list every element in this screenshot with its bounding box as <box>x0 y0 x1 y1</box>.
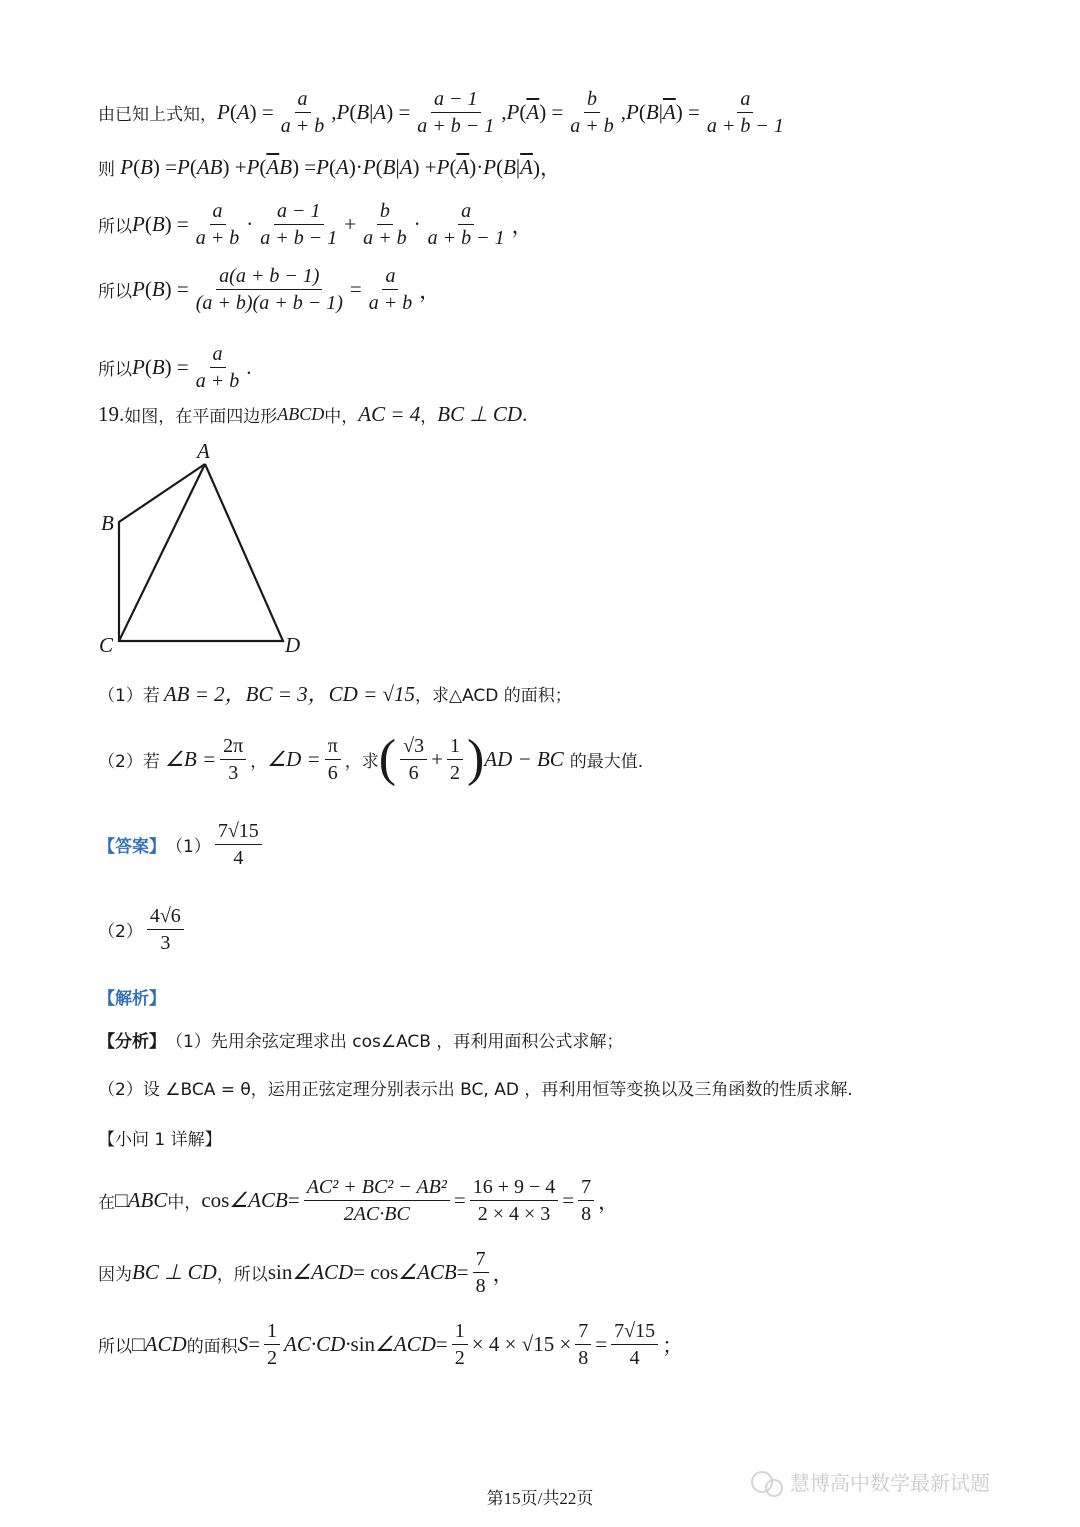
answer-p1-fraction: $\frac{7√15}{4}$ <box>215 820 262 869</box>
fraction: $\frac{a}{a + b - 1}$ <box>706 88 784 137</box>
page-footer: 第15页/共22页 <box>486 1489 594 1508</box>
solution-line-2: 因为 BC ⊥ CD ，所以 sin ∠ACD = cos ∠ACB = $\frac{7}{8}$ ， <box>98 1248 514 1297</box>
analysis-text-1: （1）先用余弦定理求出 cos∠ACB ，再利用面积公式求解； <box>166 1032 624 1052</box>
then-text: 则 <box>98 159 115 180</box>
answer-part-1 <box>98 820 266 869</box>
solution-line-3: 所以 □ACD 的面积 S = $\frac{1}{2}$ AC·CD· sin ∠ACD = $\frac{1}{2}$ × 4 × √15 × $\frac{7}{8}$ = $\frac{7√15}{4}$ ； <box>98 1320 684 1369</box>
watermark-text: 慧博高中数学最新试题 <box>790 1471 990 1495</box>
quadrilateral-figure <box>95 436 315 658</box>
part2-label: （2）若 <box>98 751 160 772</box>
part1-conditions: AB = 2，BC = 3，CD = √15 <box>163 682 416 706</box>
question-part-2: （2）若 ∠B = $\frac{2\pi}{3}$ ， ∠D = $\frac{\pi}{6}$ ，求 ( $\frac{√3}{6}$ + $\frac{1}{2}$ ) AD − BC 的最大值. <box>98 730 644 787</box>
fraction: $\frac{b}{a + b}$ <box>570 88 614 137</box>
label-c: C <box>99 633 114 657</box>
analysis-text-2: （2）设 ∠BCA = θ，运用正弦定理分别表示出 BC, AD ，再利用恒等变换以及三角函数的性质求解. <box>98 1080 853 1100</box>
s1-triangle: □ABC <box>115 1188 168 1212</box>
fraction: $\frac{a - 1}{a + b - 1}$ <box>417 88 495 137</box>
so-text: 所以 <box>98 360 132 380</box>
answer-p1-label: （1） <box>166 837 211 857</box>
fenxi-tag: 【分析】 <box>98 1032 166 1052</box>
question-19-stem: 19. 如图，在平面四边形 ABCD 中， AC = 4 ， BC ⊥ CD . <box>98 402 528 427</box>
answer-p2-label: （2） <box>98 922 143 942</box>
s2-pre: 因为 <box>98 1265 132 1285</box>
solution-line-1: 在 □ABC 中， cos ∠ACB = $\frac{\text{AC² + BC² − AB²}}{2AC\cdot BC}$ = $\frac{16 + 9 - 4}{2 \times 4 \times 3}$ = $\frac{7}{8}$ ， <box>98 1176 620 1225</box>
analysis-tag-line <box>98 984 166 1009</box>
label-a: A <box>197 439 210 463</box>
quadrilateral-outline <box>119 464 283 641</box>
label-b: B <box>101 511 114 535</box>
question-part-1 <box>98 678 572 708</box>
diagonal-ac <box>119 464 205 641</box>
probability-line-3: 所以 P ( B ) = $\frac{a}{a + b}$ · $\frac{a - 1}{a + b - 1}$ + $\frac{b}{a + b}$ · $\frac{a}{a + b - 1}$ ， <box>98 200 533 249</box>
s3-mid: 的面积 <box>186 1337 238 1357</box>
answer-p2-fraction: $\frac{4√6}{3}$ <box>147 905 184 954</box>
analysis-line-2 <box>98 1075 853 1100</box>
part1-label: （1）若 <box>98 685 160 706</box>
probability-line-1: 由已知上式知， P ( A ) = $\frac{a}{a + b}$ , P ( B | A ) = $\frac{a - 1}{a + b - 1}$ , P ( $\overline{A}$ ) = $\frac{b}{a + b}$ , P ( B | $\overline{A}$ ) = $\frac{a}{a + b - 1}$ <box>98 88 791 137</box>
so-text: 所以 <box>98 217 132 237</box>
s2-cond: BC ⊥ CD <box>132 1260 217 1284</box>
probability-line-2: 则 P ( B ) = P ( AB ) + P ( $\overline{A}B$ ) = P ( A )· P ( B | A ) + P ( $\overline{A}$ )· P ( B | $\overline{A}$ )， <box>98 154 561 180</box>
sub1-heading: 【小问 1 详解】 <box>98 1130 222 1150</box>
s3-pre: 所以 <box>98 1337 132 1357</box>
answer-tag: 【答案】 <box>98 837 166 857</box>
probability-line-5: 所以 P ( B ) = $\frac{a}{a + b}$ . <box>98 343 252 392</box>
intro-text: 由已知上式知， <box>98 105 217 125</box>
label-d: D <box>285 633 301 657</box>
condition-perp: BC ⊥ CD <box>437 402 523 426</box>
answer-part-2 <box>98 905 188 954</box>
s1-pre: 在 <box>98 1193 115 1213</box>
probability-line-4: 所以 P ( B ) = $\frac{a(a + b - 1)}{(a + b)(a + b - 1)}$ = $\frac{a}{a + b}$ ， <box>98 265 441 314</box>
stem-text: 如图，在平面四边形 <box>124 407 278 427</box>
subquestion-1-heading <box>98 1125 222 1150</box>
so-text: 所以 <box>98 282 132 302</box>
fraction: $\frac{a}{a + b}$ <box>280 88 325 137</box>
quad-name: ABCD <box>277 404 325 424</box>
stem-text-2: 中， <box>324 407 359 427</box>
s2-mid: ，所以 <box>216 1265 268 1285</box>
condition-ac: AC = 4 <box>358 402 421 426</box>
part1-ask: ，求△ACD 的面积； <box>415 685 572 706</box>
analysis-line-1 <box>98 1027 623 1052</box>
s3-triangle: □ACD <box>132 1332 187 1356</box>
question-number: 19. <box>98 402 125 426</box>
part2-ask: 的最大值. <box>569 751 644 772</box>
analysis-tag: 【解析】 <box>98 989 166 1009</box>
s1-mid: 中， <box>167 1193 202 1213</box>
